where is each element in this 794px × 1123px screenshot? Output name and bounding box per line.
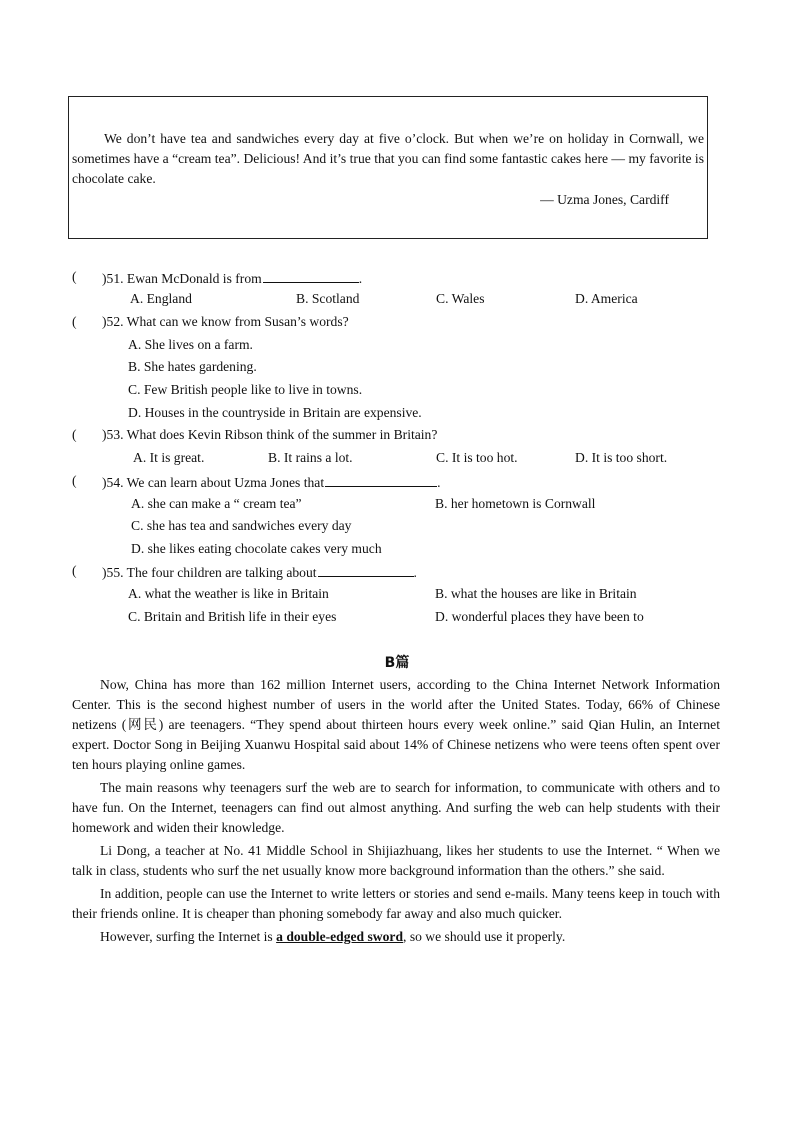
question-stem: )54. We can learn about Uzma Jones that <box>102 475 325 490</box>
passage-b-paragraph: In addition, people can use the Internet to write letters or stories and send e-mails. Many teens keep in touch with their friends online. It is cheaper than phoning somebody far away and also much quicker. <box>72 886 720 921</box>
answer-paren: ( <box>72 269 77 284</box>
option-55-a[interactable]: A. what the weather is like in Britain <box>128 586 329 601</box>
option-51-a[interactable]: A. England <box>130 291 192 306</box>
option-52-d[interactable]: D. Houses in the countryside in Britain are expensive. <box>128 405 422 420</box>
double-edged-sword-phrase: a double-edged sword <box>276 929 404 944</box>
answer-blank[interactable] <box>325 473 437 487</box>
question-stem: )52. What can we know from Susan’s words? <box>102 314 349 329</box>
section-b-heading: B篇 <box>384 655 410 671</box>
option-53-c[interactable]: C. It is too hot. <box>436 450 518 465</box>
answer-blank[interactable] <box>318 563 414 577</box>
option-55-d[interactable]: D. wonderful places they have been to <box>435 609 644 624</box>
question-stem: )53. What does Kevin Ribson think of the summer in Britain? <box>102 427 438 442</box>
option-54-a[interactable]: A. she can make a “ cream tea” <box>131 496 302 511</box>
answer-paren: ( <box>72 473 77 488</box>
option-54-d[interactable]: D. she likes eating chocolate cakes very much <box>131 541 382 556</box>
option-52-b[interactable]: B. She hates gardening. <box>128 359 257 374</box>
option-52-c[interactable]: C. Few British people like to live in towns. <box>128 382 363 397</box>
option-51-b[interactable]: B. Scotland <box>296 291 360 306</box>
last-paragraph-after: , so we should use it properly. <box>403 929 566 944</box>
option-53-a[interactable]: A. It is great. <box>133 450 205 465</box>
passage-b-paragraph: Now, China has more than 162 million Internet users, according to the China Internet Network Information Center. This is the second highest number of users in the world after the United States. Today, 66% of Chinese netizens (网民) are teenagers. “They spend about thirteen hours every week online.” said Qian Hulin, an Internet expert. Doctor Song in Beijing Xuanwu Hospital said about 14% of Chinese netizens who were teens often spent over ten hours playing online games. <box>72 677 720 772</box>
option-51-c[interactable]: C. Wales <box>436 291 485 306</box>
option-55-b[interactable]: B. what the houses are like in Britain <box>435 586 637 601</box>
passage-a-box <box>68 96 708 239</box>
option-54-c[interactable]: C. she has tea and sandwiches every day <box>131 518 352 533</box>
answer-paren: ( <box>72 427 77 442</box>
passage-a-text: We don’t have tea and sandwiches every day at five o’clock. But when we’re on holiday in Cornwall, we sometimes have a “cream tea”. Delicious! And it’s true that you can find some fantastic cakes here — my favorite is chocolate cake. <box>72 131 704 186</box>
answer-paren: ( <box>72 314 77 329</box>
passage-b <box>72 675 720 950</box>
passage-b-last-paragraph <box>72 927 720 947</box>
option-52-a[interactable]: A. She lives on a farm. <box>128 337 253 352</box>
option-55-c[interactable]: C. Britain and British life in their eyes <box>128 609 337 624</box>
option-54-b[interactable]: B. her hometown is Cornwall <box>435 496 596 511</box>
option-51-d[interactable]: D. America <box>575 291 638 306</box>
passage-a-signature: — Uzma Jones, Cardiff <box>540 192 669 207</box>
answer-paren: ( <box>72 563 77 578</box>
passage-b-paragraph: The main reasons why teenagers surf the web are to search for information, to communicate with others and to have fun. On the Internet, teenagers can find out almost anything. And surfing the web can help students with their homework and widen their knowledge. <box>72 780 720 835</box>
passage-b-paragraph: Li Dong, a teacher at No. 41 Middle School in Shijiazhuang, likes her students to use the Internet. “ When we talk in class, students who surf the net usually know more background information than the others.” she said. <box>72 843 720 878</box>
option-53-b[interactable]: B. It rains a lot. <box>268 450 353 465</box>
question-stem: )55. The four children are talking about <box>102 565 317 580</box>
last-paragraph-before: However, surfing the Internet is <box>100 929 277 944</box>
answer-blank[interactable] <box>263 269 359 283</box>
option-53-d[interactable]: D. It is too short. <box>575 450 668 465</box>
question-stem: )51. Ewan McDonald is from <box>102 271 262 286</box>
